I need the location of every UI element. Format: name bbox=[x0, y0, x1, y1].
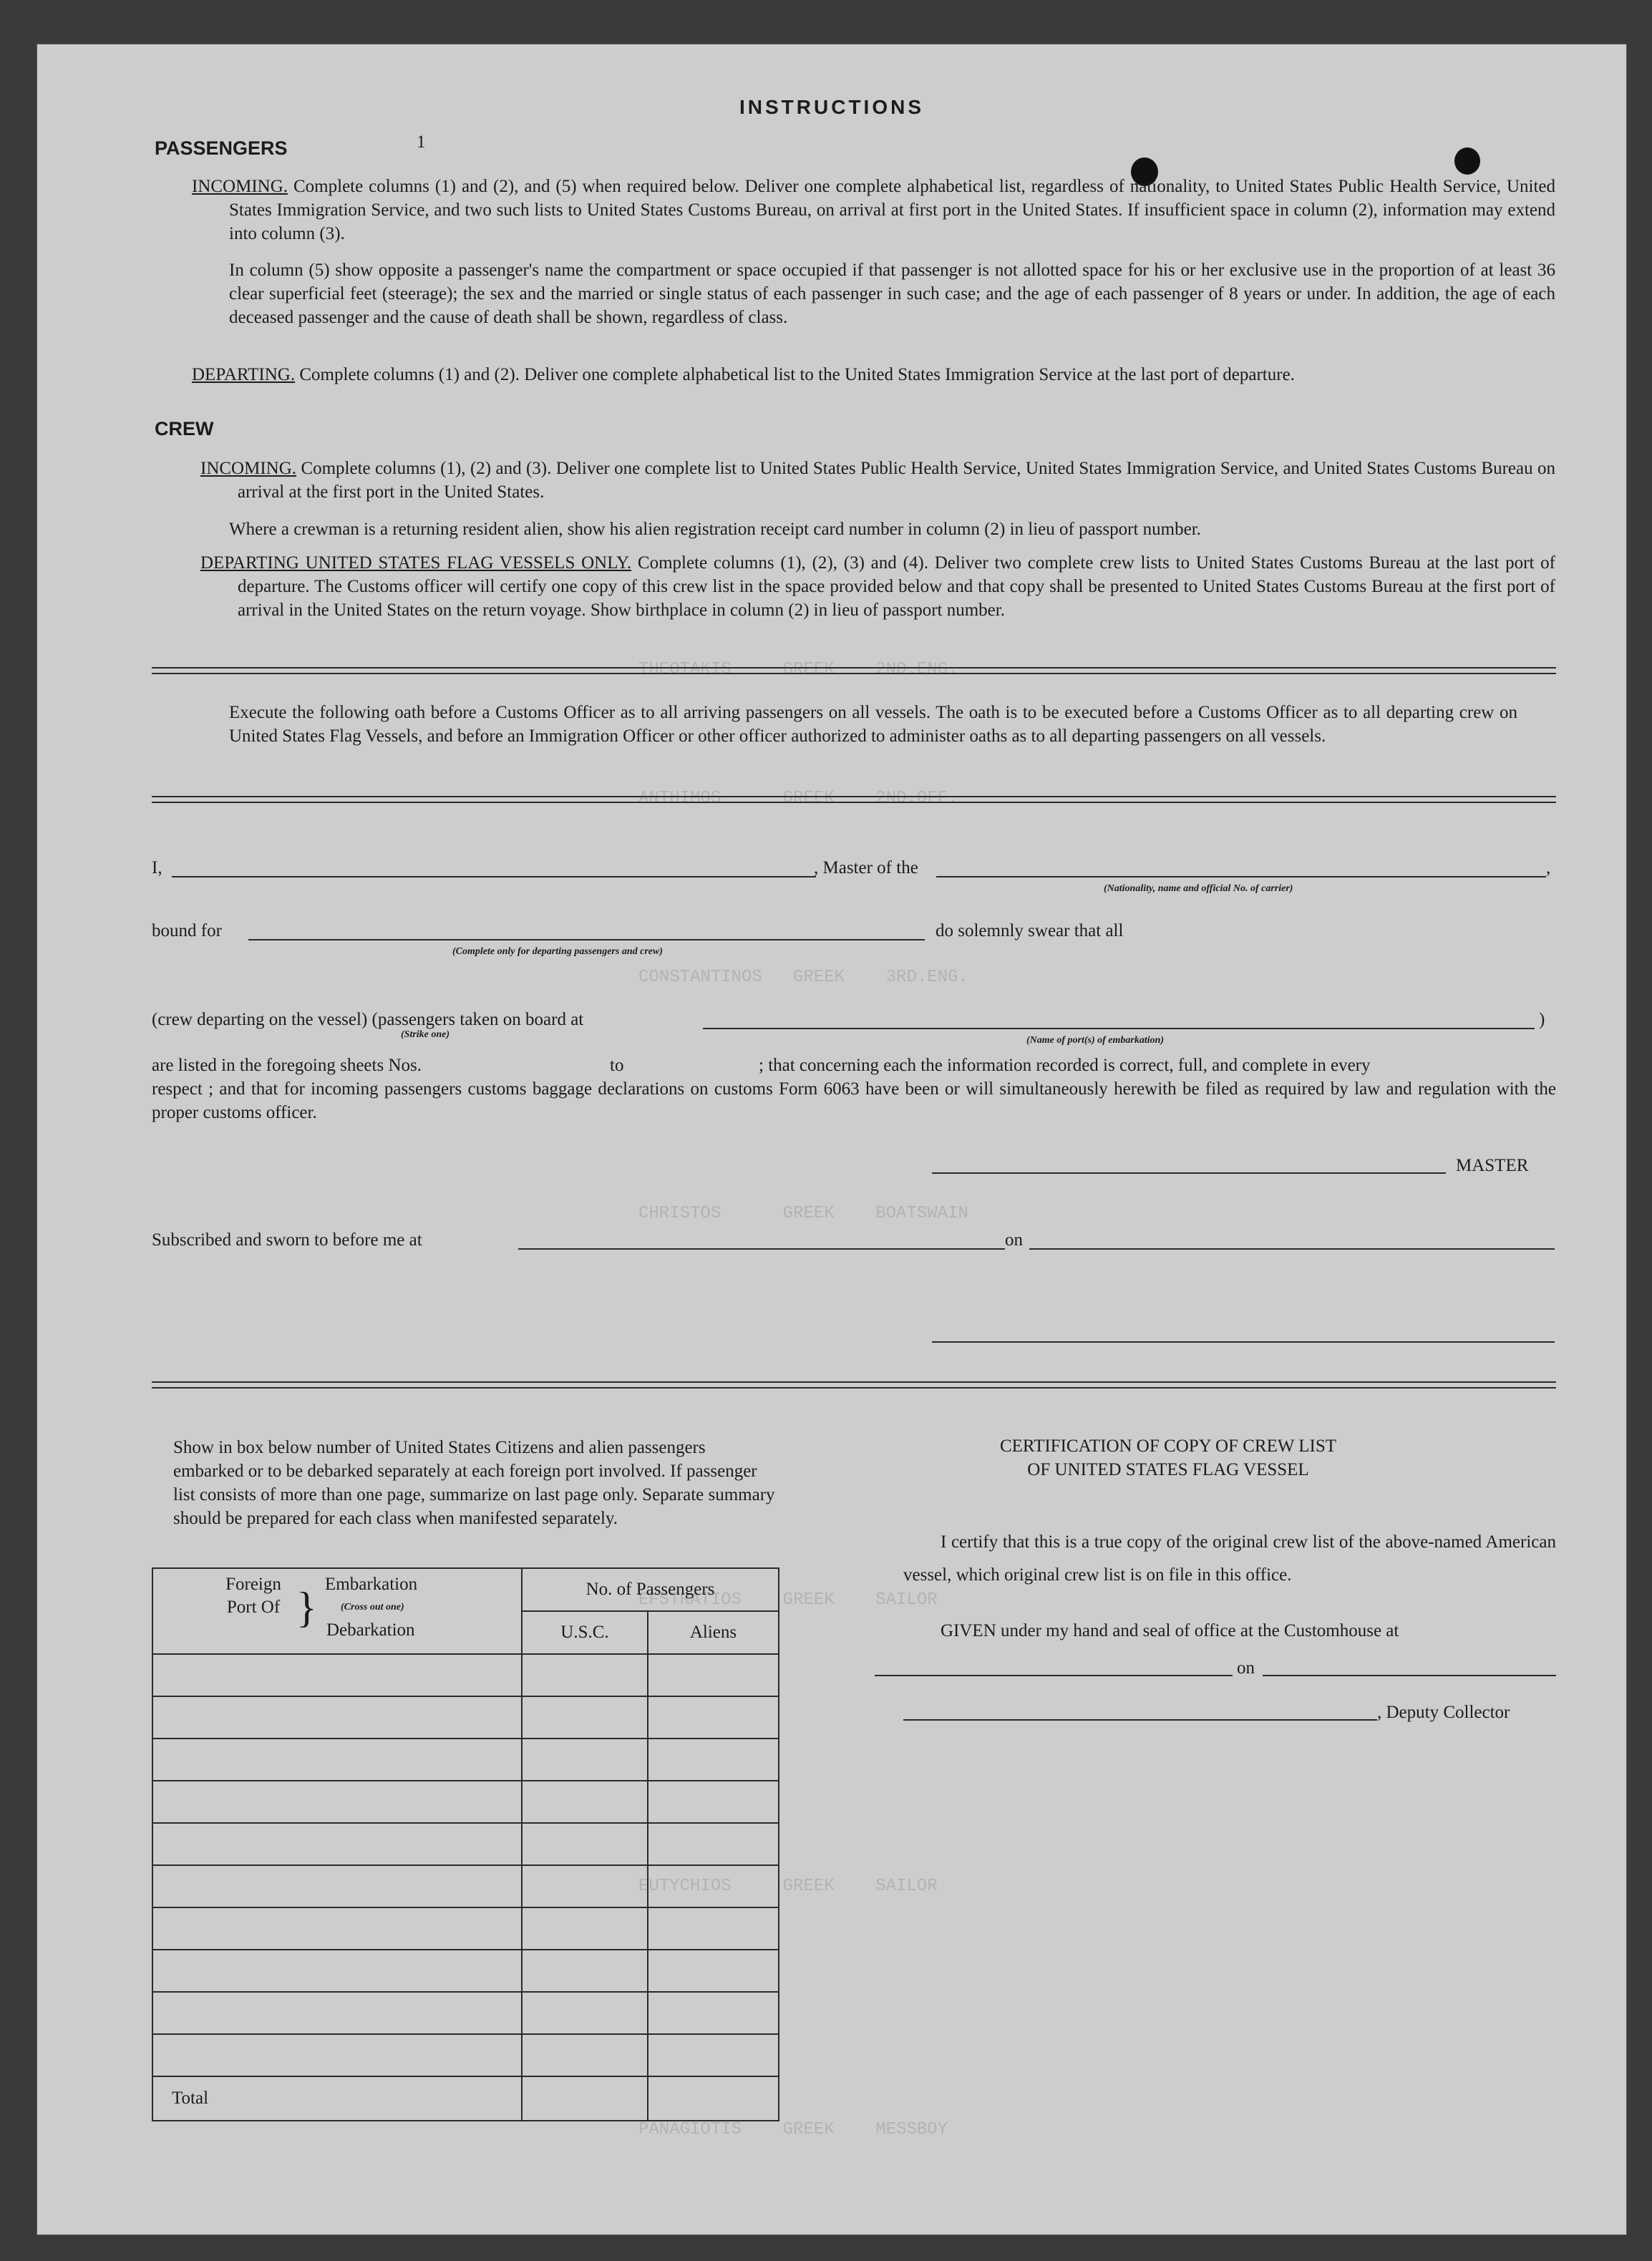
bleed-through: THEOTAKIS GREEK 2ND.ENG. bbox=[638, 660, 958, 679]
usc-header: U.S.C. bbox=[522, 1611, 648, 1654]
table-row[interactable] bbox=[152, 2034, 779, 2076]
passengers-departing-label: DEPARTING. bbox=[192, 365, 296, 384]
crew-departing-text: Complete columns (1), (2), (3) and (4). Deliver two complete crew lists to United States Customs Bureau at the last port of departure. The Customs officer will certify one copy of this crew list in the space provided below and that copy shall be presented to United States Customs Bureau at the first port of arrival in the United States on the return voyage. Show birthplace in column (2) in lieu of passport number. bbox=[238, 553, 1556, 620]
crew-incoming-label: INCOMING. bbox=[200, 459, 297, 478]
master-of-label: , Master of the bbox=[814, 858, 918, 877]
sworn-place-line[interactable] bbox=[518, 1248, 1005, 1250]
sworn-date-line[interactable] bbox=[1029, 1248, 1555, 1250]
passengers-incoming-label: INCOMING. bbox=[192, 177, 288, 196]
bleed-through: CONSTANTINOS GREEK 3RD.ENG. bbox=[638, 968, 968, 987]
crew-departing-label: DEPARTING UNITED STATES FLAG VESSELS ONLY. bbox=[200, 553, 632, 573]
table-row[interactable] bbox=[152, 1654, 779, 1696]
total-row[interactable] bbox=[152, 2076, 779, 2121]
customhouse-line[interactable] bbox=[875, 1675, 1233, 1676]
oath-i-label: I, bbox=[152, 858, 162, 877]
bound-for-label: bound for bbox=[152, 921, 222, 940]
total-label: Total bbox=[152, 2076, 522, 2121]
departing-note: (Complete only for departing passengers and crew) bbox=[452, 946, 663, 957]
certification-title-line-1: CERTIFICATION OF COPY OF CREW LIST bbox=[999, 1436, 1337, 1456]
table-row[interactable] bbox=[152, 1907, 779, 1950]
bleed-through: PANAGIOTIS GREEK MESSBOY bbox=[638, 2120, 948, 2139]
port-header-cell bbox=[152, 1568, 522, 1654]
oath-instruction: Execute the following oath before a Customs Officer as to all arriving passengers on all vessels. The oath is to be executed before a Customs Officer as to all departing crew on United States Flag Vessels, and before an Immigration Officer or other officer authorized to administer oaths as to all departing passengers on all vessels. bbox=[229, 703, 1517, 746]
ports-line[interactable] bbox=[703, 1028, 1535, 1029]
debarkation-label: Debarkation bbox=[326, 1620, 415, 1640]
bleed-through: CHRISTOS GREEK BOATSWAIN bbox=[638, 1204, 968, 1223]
master-name-line[interactable] bbox=[172, 876, 816, 877]
deputy-collector-label: , Deputy Collector bbox=[1377, 1703, 1510, 1722]
brace: } bbox=[296, 1584, 317, 1631]
embarkation-label: Embarkation bbox=[325, 1575, 418, 1594]
crew-heading: CREW bbox=[155, 418, 214, 439]
strike-one-note: (Strike one) bbox=[401, 1029, 450, 1040]
passengers-incoming-text: Complete columns (1) and (2), and (5) when required below. Deliver one complete alphabetical list, regardless of nationality, to United States Public Health Service, United States Immigration Service, and two such lists to United States Customs Bureau, on arrival at first port in the United States. If insufficient space in column (2), information may extend into column (3). bbox=[229, 177, 1556, 243]
bleed-through: EUTYCHIOS GREEK SAILOR bbox=[638, 1877, 938, 1896]
swear-label: do solemnly swear that all bbox=[936, 921, 1124, 940]
table-row[interactable] bbox=[152, 1992, 779, 2034]
subscribed-label: Subscribed and sworn to before me at bbox=[152, 1230, 422, 1250]
passengers-incoming-paragraph-2: In column (5) show opposite a passenger's name the compartment or space occupied if that passenger is not allotted space for his or her exclusive use in the proportion of at least 36 clear superficial feet (steerage); the sex and the married or single status of each passenger in such case; and the age of each passenger of 8 years or under. In addition, the age of each deceased passenger and the cause of death shall be shown, regardless of class. bbox=[229, 261, 1555, 327]
crew-departing-paragraph bbox=[200, 551, 1555, 622]
deputy-signature-line[interactable] bbox=[903, 1719, 1377, 1721]
crew-resident-paragraph: Where a crewman is a returning resident alien, show his alien registration receipt card number in column (2) in lieu of passport number. bbox=[229, 520, 1201, 539]
crew-incoming-paragraph bbox=[200, 457, 1555, 504]
carrier-note: (Nationality, name and official No. of carrier) bbox=[1104, 883, 1293, 894]
table-row[interactable] bbox=[152, 1739, 779, 1781]
to-label: to bbox=[610, 1056, 624, 1075]
table-row[interactable] bbox=[152, 1781, 779, 1823]
certification-on-label: on bbox=[1237, 1658, 1255, 1678]
certification-title bbox=[882, 1434, 1454, 1482]
summary-instruction: Show in box below number of United States Citizens and alien passengers embarked or to be debarked separately at each foreign port involved. If passenger list consists of more than one page, summarize on last page only. Separate summary should be prepared for each class when manifested separately. bbox=[173, 1438, 775, 1528]
bleed-through: EFSTRATIOS GREEK SAILOR bbox=[638, 1590, 938, 1610]
officer-signature-line[interactable] bbox=[932, 1341, 1555, 1343]
table-row[interactable] bbox=[152, 1950, 779, 1992]
master-label: MASTER bbox=[1456, 1156, 1529, 1175]
concerning-text: ; that concerning each the information recorded is correct, full, and complete in every bbox=[759, 1056, 1371, 1075]
certification-date-line[interactable] bbox=[1263, 1675, 1556, 1676]
table-row[interactable] bbox=[152, 1696, 779, 1739]
passenger-summary-table bbox=[152, 1567, 779, 2121]
foreign-port-label: Foreign Port Of bbox=[225, 1575, 281, 1617]
listed-in-label: are listed in the foregoing sheets Nos. bbox=[152, 1056, 422, 1075]
table-row[interactable] bbox=[152, 1823, 779, 1865]
certification-text: I certify that this is a true copy of the original crew list of the above-named American vessel, which original crew list is on file in this office. bbox=[903, 1532, 1556, 1585]
aliens-header: Aliens bbox=[648, 1611, 779, 1654]
section-divider bbox=[152, 796, 1556, 803]
cross-out-note: (Cross out one) bbox=[341, 1602, 404, 1613]
given-text: GIVEN under my hand and seal of office at the Customhouse at bbox=[941, 1621, 1399, 1640]
section-divider bbox=[152, 667, 1556, 674]
destination-line[interactable] bbox=[248, 939, 925, 940]
carrier-line[interactable] bbox=[936, 876, 1546, 877]
page-title: INSTRUCTIONS bbox=[739, 96, 924, 118]
ports-note: (Name of port(s) of embarkation) bbox=[1026, 1035, 1165, 1046]
passengers-heading: PASSENGERS bbox=[155, 137, 288, 159]
passengers-departing-paragraph bbox=[192, 363, 1555, 386]
crew-incoming-text: Complete columns (1), (2) and (3). Deliver one complete list to United States Public Health Service, United States Immigration Service, and United States Customs Bureau on arrival at the first port in the United States. bbox=[238, 459, 1555, 502]
total-aliens-cell[interactable] bbox=[648, 2076, 779, 2121]
total-usc-cell[interactable] bbox=[522, 2076, 648, 2121]
certification-title-line-2: OF UNITED STATES FLAG VESSEL bbox=[1027, 1460, 1309, 1479]
page-mark: 1 bbox=[417, 132, 426, 152]
passengers-incoming-paragraph bbox=[192, 175, 1555, 245]
table-row[interactable] bbox=[152, 1865, 779, 1907]
master-signature-line[interactable] bbox=[932, 1172, 1446, 1174]
respect-text: respect ; and that for incoming passengers customs baggage declarations on customs Form 6063 have been or will simultaneously herewith be filed as required by law and regulation with the proper customs officer. bbox=[152, 1079, 1556, 1122]
bleed-through: ANTHIMOS GREEK 2ND.OFF. bbox=[638, 789, 958, 808]
section-divider bbox=[152, 1381, 1556, 1389]
sworn-on-label: on bbox=[1005, 1230, 1023, 1250]
ink-blot bbox=[1454, 147, 1480, 175]
passengers-departing-text: Complete columns (1) and (2). Deliver one complete alphabetical list to the United States Immigration Service at the last port of departure. bbox=[299, 365, 1295, 384]
document-page: THEOTAKIS GREEK 2ND.ENG. ANTHIMOS GREEK 2ND.OFF. CONSTANTINOS GREEK 3RD.ENG. CHRISTOS GREEK BOATSWAIN EFSTRATIOS GREEK SAILOR EUTYCHIOS GREEK SAILOR PANAGIOTIS GREEK MESSBOY INSTRUCTIONS 1 PASSENGERS INCOMING. Complete columns (1) and (2), and (5) when required below. Deliver one complete alphabetical list, regardless of nationality, to United States Public Health Service, United States Immigration Service, and two such lists to United States Customs Bureau, on arrival at first port in the United States. If insufficient space in column (2), information may extend into column (3). In column (5) show opposite a passenger's name the compartment or space occupied if that passenger is not allotted space for his or her exclusive use in the proportion of at least 36 clear superficial feet (steerage); the sex and the married or single status of each passenger in such case; and the age of each passenger of 8 years or under. In addition, the age of each deceased passenger and the cause of death shall be shown, regardless of class. DEPARTING. Complete columns (1) and (2). Deliver one complete alphabetical list to the United States Immigration Service at the last port of departure. CREW INCOMING. Complete columns (1), (2) and (3). Deliver one complete list to United States Public Health Service, United States Immigration Service, and United States Customs Bureau on arrival at the first port in the United States. Where a crewman is a returning resident alien, show his alien registration receipt card number in column (2) in lieu of passport number. DEPARTING UNITED STATES FLAG VESSELS ONLY. Complete columns (1), (2), (3) and (4). Deliver two complete crew lists to United States Customs Bureau at the last port of departure. The Customs officer will certify one copy of this crew list in the space provided below and that copy shall be presented to United States Customs Bureau at the first port of arrival in the United States on the return voyage. Show birthplace in column (2) in lieu of passport number. Execute the following oath before a Customs Officer as to all arriving passengers on all vessels. The oath is to be executed before a Customs Officer as to all departing crew on United States Flag Vessels, and before an Immigration Officer or other officer authorized to administer oaths as to all departing passengers on all vessels. I, , Master of the , (Nationality, name and official No. of carrier) bound for (Complete only for departing passengers and crew) do solemnly swear that all (crew departing on the vessel) (passengers taken on board at (Strike one) (Name of port(s) of embarkation) ) are listed in the foregoing sheets Nos. to ; that concerning each the information recorded is correct, full, and complete in every respect ; and that for incoming passengers customs baggage declarations on customs Form 6063 have been or will simultaneously herewith be filed as required by law and regulation with the proper customs officer. MASTER Subscribed and sworn to before me at on Show in box below number of United States Citizens and alien passengers embarked or to be debarked separately at each foreign port involved. If passenger list consists of more than one page, summarize on last page only. Separate summary should be prepared for each class when manifested separately. Foreign Port Of } Embarkation (Cross out one) Debarkation No. of Passengers U.S.C. Aliens Total CERTIFICATION OF COPY OF CREW LIST OF UNITED STATES FLAG VESSEL I certify that this is a true copy of the original crew list of the above-named American vessel, which original crew list is on file in this office. GIVEN under my hand and seal of office at the Customhouse at on , Deputy Collector bbox=[37, 44, 1626, 2235]
close-paren: ) bbox=[1539, 1010, 1545, 1029]
crew-departing-label: (crew departing on the vessel) (passengers taken on board at bbox=[152, 1010, 584, 1029]
no-passengers-header: No. of Passengers bbox=[522, 1568, 779, 1611]
